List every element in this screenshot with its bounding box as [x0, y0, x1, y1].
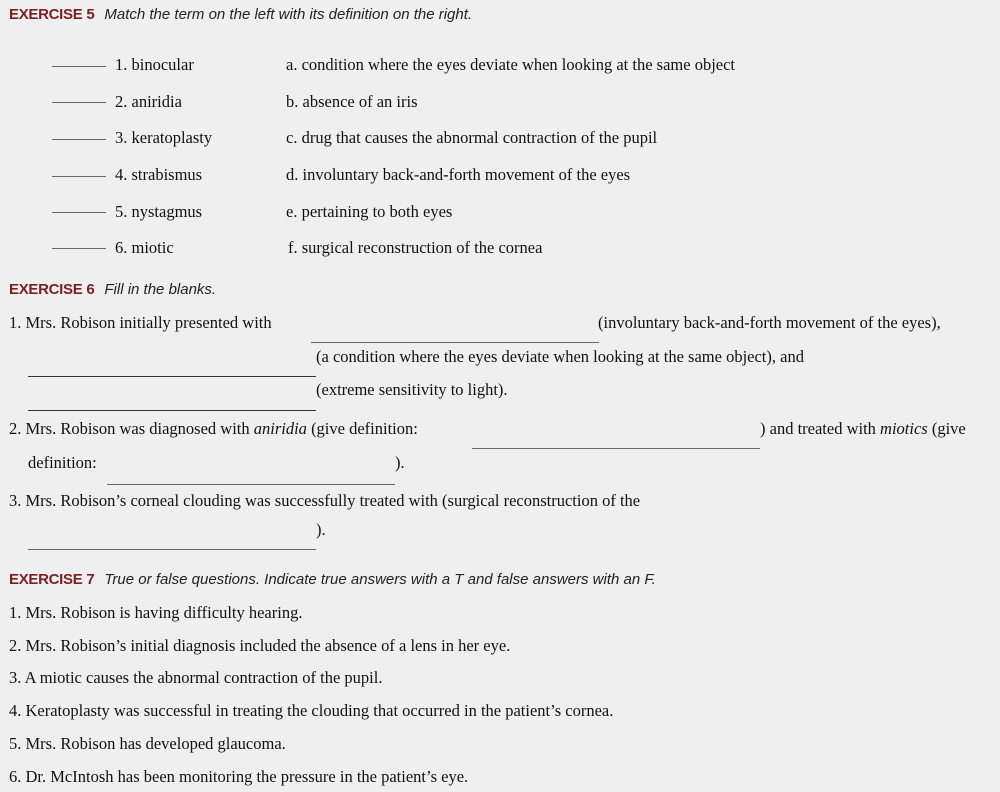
fill-q2-line1 — [9, 419, 418, 439]
exercise-5-instruction: Match the term on the left with its definition on the right. — [104, 6, 473, 23]
fill-blank-q2-b[interactable] — [107, 484, 395, 485]
definition-f: f. surgical reconstruction of the cornea — [288, 238, 543, 257]
exercise-6-instruction: Fill in the blanks. — [104, 281, 217, 298]
definition-e: e. pertaining to both eyes — [286, 202, 453, 221]
fill-q2-end: ). — [395, 453, 405, 472]
exercise-5-header — [9, 6, 472, 23]
answer-blank-1[interactable] — [52, 66, 106, 67]
answer-blank-6[interactable] — [52, 248, 106, 249]
exercise-5-label: EXERCISE 5 — [9, 6, 95, 23]
fill-q2-prefix: 2. Mrs. Robison was diagnosed with — [9, 419, 250, 438]
tf-item-3: 3. A miotic causes the abnormal contraction of the pupil. — [9, 668, 383, 687]
fill-blank-q1-c[interactable] — [28, 410, 316, 411]
term-5: 5. nystagmus — [115, 202, 203, 221]
exercise-6-label: EXERCISE 6 — [9, 281, 95, 298]
term-6: 6. miotic — [115, 238, 174, 257]
definition-b: b. absence of an iris — [286, 92, 418, 111]
tf-item-5: 5. Mrs. Robison has developed glaucoma. — [9, 734, 286, 753]
fill-q2-mid2: ) and treated with — [760, 419, 876, 438]
exercise-6-header — [9, 281, 216, 298]
exercise-7-header — [9, 571, 656, 588]
tf-item-6: 6. Dr. McIntosh has been monitoring the pressure in the patient’s eye. — [9, 767, 469, 786]
term-3: 3. keratoplasty — [115, 128, 213, 147]
term-1: 1. binocular — [115, 55, 194, 74]
fill-blank-q1-b[interactable] — [28, 376, 316, 377]
fill-q1-hint1: (involuntary back-and-forth movement of the eyes), — [598, 313, 941, 332]
definition-c: c. drug that causes the abnormal contraction of the pupil — [286, 128, 658, 147]
answer-blank-3[interactable] — [52, 139, 106, 140]
fill-blank-q1-a[interactable] — [311, 342, 599, 343]
fill-q2-mid1: (give definition: — [311, 419, 418, 438]
fill-q2-mid3: (give — [931, 419, 966, 438]
definition-d: d. involuntary back-and-forth movement of the eyes — [286, 165, 631, 184]
fill-q3-text: 3. Mrs. Robison’s corneal clouding was successfully treated with (surgical reconstruction of the — [9, 491, 641, 510]
tf-item-2: 2. Mrs. Robison’s initial diagnosis included the absence of a lens in her eye. — [9, 636, 511, 655]
tf-item-1: 1. Mrs. Robison is having difficulty hearing. — [9, 603, 303, 622]
definition-a: a. condition where the eyes deviate when looking at the same object — [286, 55, 736, 74]
answer-blank-2[interactable] — [52, 102, 106, 103]
exercise-7-label: EXERCISE 7 — [9, 571, 95, 588]
term-2: 2. aniridia — [115, 92, 182, 111]
fill-blank-q2-a[interactable] — [472, 448, 760, 449]
fill-blank-q3[interactable] — [28, 549, 316, 550]
fill-q2-line1-end — [760, 419, 966, 439]
fill-q1-hint3: (extreme sensitivity to light). — [316, 380, 508, 399]
fill-q1-prefix: 1. Mrs. Robison initially presented with — [9, 313, 272, 332]
fill-q2-term-aniridia: aniridia — [253, 419, 307, 438]
fill-q1-hint2: (a condition where the eyes deviate when looking at the same object), and — [316, 347, 804, 366]
fill-q3-end: ). — [316, 520, 326, 539]
exercise-7-instruction: True or false questions. Indicate true answers with a T and false answers with an F. — [104, 571, 656, 588]
fill-q2-term-miotics: miotics — [880, 419, 928, 438]
answer-blank-4[interactable] — [52, 176, 106, 177]
tf-item-4: 4. Keratoplasty was successful in treating the clouding that occurred in the patient’s cornea. — [9, 701, 614, 720]
fill-q2-line2-prefix: definition: — [28, 453, 97, 472]
term-4: 4. strabismus — [115, 165, 203, 184]
answer-blank-5[interactable] — [52, 212, 106, 213]
